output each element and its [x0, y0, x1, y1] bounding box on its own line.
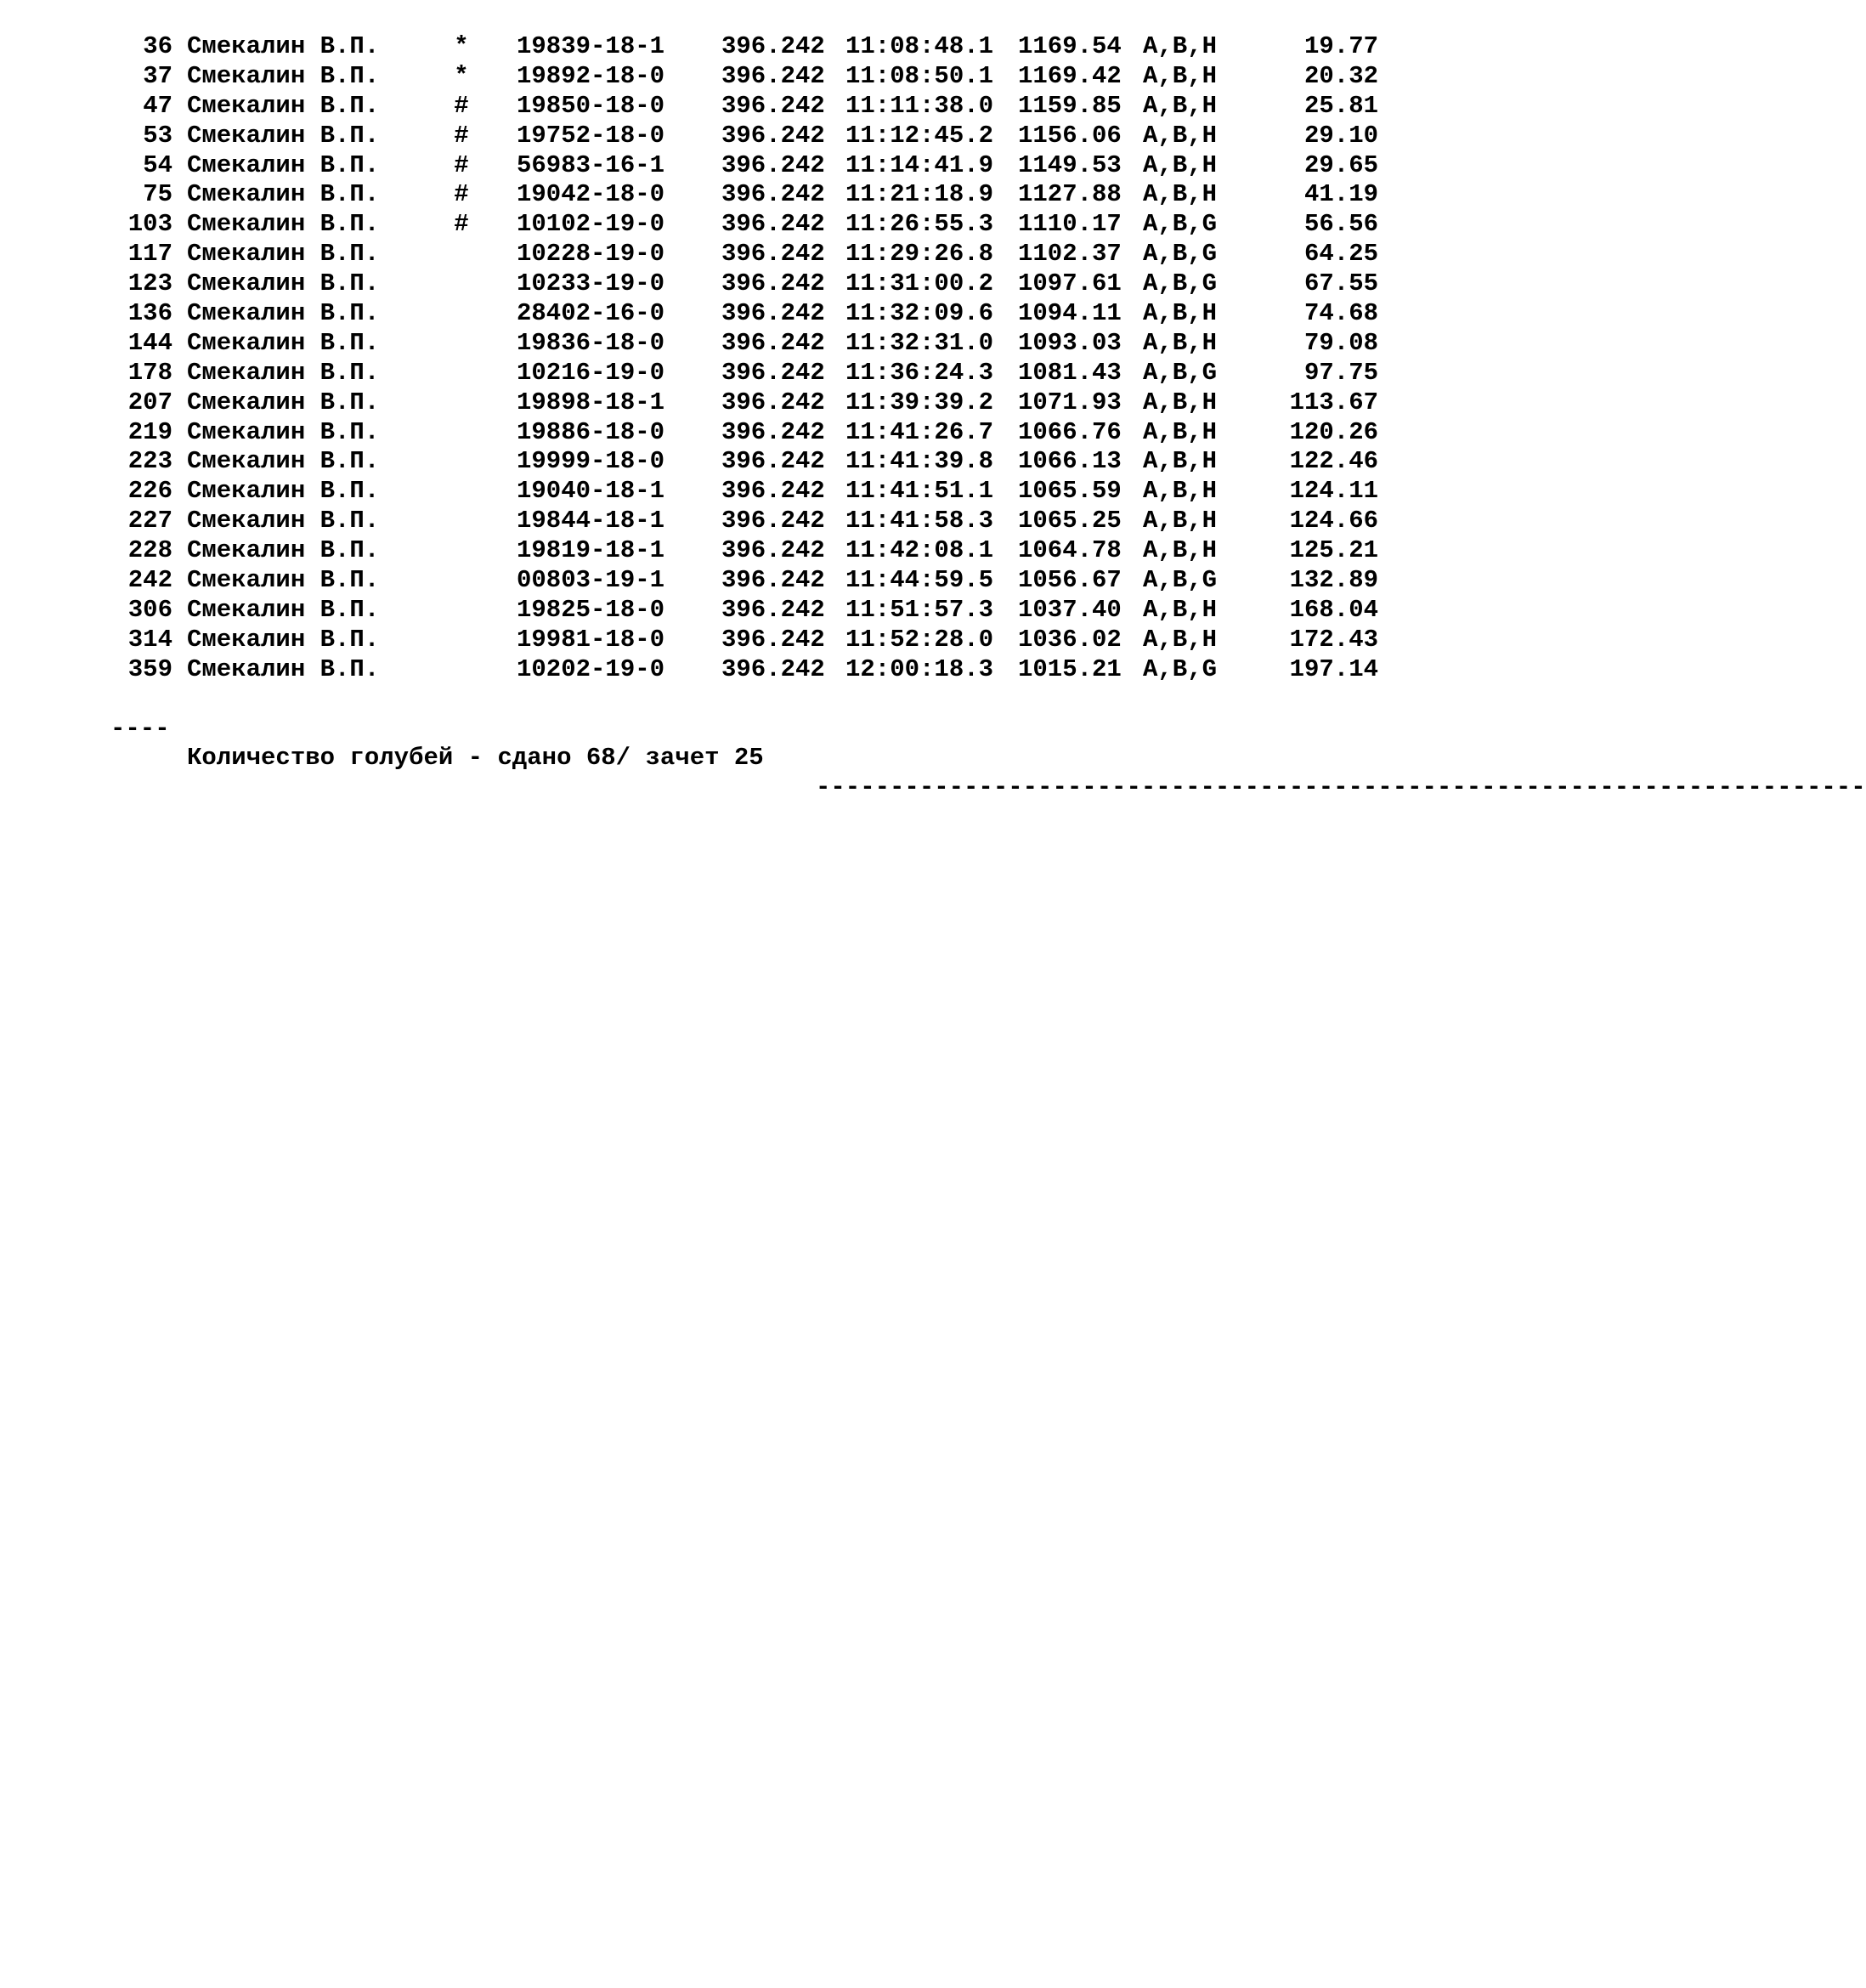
- ring-number-cell: 56983-16-1: [517, 150, 665, 179]
- points-cell: 29.10: [1303, 121, 1378, 150]
- place-cell: 219: [127, 417, 172, 446]
- arrival-time-cell: 11:14:41.9: [845, 150, 994, 179]
- mark-cell: *: [454, 61, 469, 90]
- speed-cell: 1094.11: [1018, 299, 1122, 328]
- arrival-time-cell: 11:11:38.0: [845, 91, 994, 120]
- ring-number-cell: 19892-18-0: [517, 61, 665, 90]
- distance-cell: 396.242: [721, 358, 825, 387]
- speed-cell: 1093.03: [1018, 328, 1122, 357]
- ring-number-cell: 19886-18-0: [517, 417, 665, 446]
- speed-cell: 1149.53: [1018, 150, 1122, 179]
- fancier-name-cell: Смекалин В.П.: [187, 180, 380, 209]
- fancier-name-cell: Смекалин В.П.: [187, 299, 380, 328]
- speed-cell: 1156.06: [1018, 121, 1122, 150]
- place-cell: 223: [127, 447, 172, 476]
- table-row: [0, 477, 1405, 507]
- arrival-time-cell: 11:08:50.1: [845, 61, 994, 90]
- place-cell: 314: [127, 625, 172, 654]
- points-cell: 19.77: [1303, 32, 1378, 60]
- speed-cell: 1036.02: [1018, 625, 1122, 654]
- table-row: [0, 359, 1405, 388]
- table-row: [0, 596, 1405, 626]
- distance-cell: 396.242: [721, 61, 825, 90]
- points-cell: 64.25: [1303, 240, 1378, 269]
- ring-number-cell: 19042-18-0: [517, 180, 665, 209]
- ring-number-cell: 10202-19-0: [517, 654, 665, 683]
- fancier-name-cell: Смекалин В.П.: [187, 388, 380, 416]
- place-cell: 54: [143, 150, 172, 179]
- points-cell: 97.75: [1303, 358, 1378, 387]
- ring-number-cell: 28402-16-0: [517, 299, 665, 328]
- results-report: [0, 32, 1866, 802]
- table-row: [0, 92, 1405, 122]
- table-row: [0, 626, 1405, 655]
- points-cell: 120.26: [1289, 417, 1378, 446]
- table-row: [0, 269, 1405, 299]
- fancier-name-cell: Смекалин В.П.: [187, 595, 380, 624]
- arrival-time-cell: 11:42:08.1: [845, 536, 994, 565]
- speed-cell: 1065.59: [1018, 477, 1122, 506]
- ring-number-cell: 19850-18-0: [517, 91, 665, 120]
- groups-cell: A,B,G: [1143, 240, 1218, 269]
- mark-cell: #: [454, 121, 469, 150]
- arrival-time-cell: 11:52:28.0: [845, 625, 994, 654]
- speed-cell: 1066.13: [1018, 447, 1122, 476]
- fancier-name-cell: Смекалин В.П.: [187, 507, 380, 535]
- ring-number-cell: 19825-18-0: [517, 595, 665, 624]
- place-cell: 227: [127, 507, 172, 535]
- points-cell: 67.55: [1303, 269, 1378, 298]
- speed-cell: 1056.67: [1018, 566, 1122, 595]
- speed-cell: 1071.93: [1018, 388, 1122, 416]
- speed-cell: 1169.54: [1018, 32, 1122, 60]
- fancier-name-cell: Смекалин В.П.: [187, 150, 380, 179]
- groups-cell: A,B,G: [1143, 358, 1218, 387]
- points-cell: 122.46: [1289, 447, 1378, 476]
- distance-cell: 396.242: [721, 625, 825, 654]
- speed-cell: 1159.85: [1018, 91, 1122, 120]
- fancier-name-cell: Смекалин В.П.: [187, 121, 380, 150]
- table-row: [0, 418, 1405, 448]
- fancier-name-cell: Смекалин В.П.: [187, 61, 380, 90]
- speed-cell: 1110.17: [1018, 210, 1122, 239]
- distance-cell: 396.242: [721, 210, 825, 239]
- distance-cell: 396.242: [721, 240, 825, 269]
- distance-cell: 396.242: [721, 269, 825, 298]
- distance-cell: 396.242: [721, 595, 825, 624]
- distance-cell: 396.242: [721, 477, 825, 506]
- groups-cell: A,B,G: [1143, 210, 1218, 239]
- table-row: [0, 299, 1405, 329]
- points-cell: 79.08: [1303, 328, 1378, 357]
- mark-cell: #: [454, 150, 469, 179]
- groups-cell: A,B,G: [1143, 654, 1218, 683]
- arrival-time-cell: 11:32:09.6: [845, 299, 994, 328]
- table-row: [0, 151, 1405, 181]
- place-cell: 207: [127, 388, 172, 416]
- ring-number-cell: 19898-18-1: [517, 388, 665, 416]
- distance-cell: 396.242: [721, 32, 825, 60]
- place-cell: 228: [127, 536, 172, 565]
- speed-cell: 1081.43: [1018, 358, 1122, 387]
- groups-cell: A,B,G: [1143, 566, 1218, 595]
- fancier-name-cell: Смекалин В.П.: [187, 417, 380, 446]
- arrival-time-cell: 11:41:51.1: [845, 477, 994, 506]
- arrival-time-cell: 11:08:48.1: [845, 32, 994, 60]
- fancier-name-cell: Смекалин В.П.: [187, 210, 380, 239]
- distance-cell: 396.242: [721, 388, 825, 416]
- pigeon-count-summary: Количество голубей - сдано 68/ зачет 25: [187, 744, 764, 773]
- ring-number-cell: 19839-18-1: [517, 32, 665, 60]
- distance-cell: 396.242: [721, 328, 825, 357]
- arrival-time-cell: 11:39:39.2: [845, 388, 994, 416]
- distance-cell: 396.242: [721, 417, 825, 446]
- arrival-time-cell: 11:21:18.9: [845, 180, 994, 209]
- fancier-name-cell: Смекалин В.П.: [187, 654, 380, 683]
- place-cell: 36: [143, 32, 172, 60]
- groups-cell: A,B,H: [1143, 61, 1218, 90]
- distance-cell: 396.242: [721, 91, 825, 120]
- fancier-name-cell: Смекалин В.П.: [187, 269, 380, 298]
- mark-cell: *: [454, 32, 469, 60]
- fancier-name-cell: Смекалин В.П.: [187, 536, 380, 565]
- distance-cell: 396.242: [721, 299, 825, 328]
- table-row: [0, 566, 1405, 596]
- table-row: [0, 388, 1405, 418]
- points-cell: 29.65: [1303, 150, 1378, 179]
- ring-number-cell: 19836-18-0: [517, 328, 665, 357]
- place-cell: 53: [143, 121, 172, 150]
- place-cell: 37: [143, 61, 172, 90]
- place-cell: 144: [127, 328, 172, 357]
- points-cell: 113.67: [1289, 388, 1378, 416]
- distance-cell: 396.242: [721, 150, 825, 179]
- place-cell: 136: [127, 299, 172, 328]
- table-row: [0, 240, 1405, 269]
- summary-footer: [0, 685, 1866, 802]
- groups-cell: A,B,H: [1143, 328, 1218, 357]
- place-cell: 47: [143, 91, 172, 120]
- ring-number-cell: 10216-19-0: [517, 358, 665, 387]
- fancier-name-cell: Смекалин В.П.: [187, 566, 380, 595]
- table-row: [0, 62, 1405, 92]
- speed-cell: 1065.25: [1018, 507, 1122, 535]
- place-cell: 178: [127, 358, 172, 387]
- points-cell: 56.56: [1303, 210, 1378, 239]
- fancier-name-cell: Смекалин В.П.: [187, 447, 380, 476]
- table-row: [0, 329, 1405, 359]
- groups-cell: A,B,H: [1143, 595, 1218, 624]
- distance-cell: 396.242: [721, 507, 825, 535]
- arrival-time-cell: 11:36:24.3: [845, 358, 994, 387]
- speed-cell: 1064.78: [1018, 536, 1122, 565]
- fancier-name-cell: Смекалин В.П.: [187, 625, 380, 654]
- arrival-time-cell: 11:26:55.3: [845, 210, 994, 239]
- fancier-name-cell: Смекалин В.П.: [187, 328, 380, 357]
- groups-cell: A,B,H: [1143, 536, 1218, 565]
- fancier-name-cell: Смекалин В.П.: [187, 32, 380, 60]
- points-cell: 172.43: [1289, 625, 1378, 654]
- arrival-time-cell: 11:32:31.0: [845, 328, 994, 357]
- ring-number-cell: 19752-18-0: [517, 121, 665, 150]
- ring-number-cell: 19819-18-1: [517, 536, 665, 565]
- speed-cell: 1066.76: [1018, 417, 1122, 446]
- groups-cell: A,B,H: [1143, 32, 1218, 60]
- place-cell: 123: [127, 269, 172, 298]
- groups-cell: A,B,H: [1143, 417, 1218, 446]
- distance-cell: 396.242: [721, 654, 825, 683]
- table-row: [0, 655, 1405, 685]
- speed-cell: 1169.42: [1018, 61, 1122, 90]
- arrival-time-cell: 11:44:59.5: [845, 566, 994, 595]
- speed-cell: 1102.37: [1018, 240, 1122, 269]
- arrival-time-cell: 11:51:57.3: [845, 595, 994, 624]
- points-cell: 168.04: [1289, 595, 1378, 624]
- fancier-name-cell: Смекалин В.П.: [187, 477, 380, 506]
- arrival-time-cell: 11:31:00.2: [845, 269, 994, 298]
- points-cell: 74.68: [1303, 299, 1378, 328]
- mark-cell: #: [454, 91, 469, 120]
- ring-number-cell: 19040-18-1: [517, 477, 665, 506]
- points-cell: 125.21: [1289, 536, 1378, 565]
- points-cell: 197.14: [1289, 654, 1378, 683]
- table-row: [0, 32, 1405, 62]
- ring-number-cell: 19844-18-1: [517, 507, 665, 535]
- ring-number-cell: 19981-18-0: [517, 625, 665, 654]
- groups-cell: A,B,H: [1143, 150, 1218, 179]
- distance-cell: 396.242: [721, 447, 825, 476]
- arrival-time-cell: 11:29:26.8: [845, 240, 994, 269]
- ring-number-cell: 00803-19-1: [517, 566, 665, 595]
- groups-cell: A,B,H: [1143, 91, 1218, 120]
- fancier-name-cell: Смекалин В.П.: [187, 240, 380, 269]
- footer-trailing-dashes: -----------------------------------------------------------------------: [816, 773, 1866, 802]
- mark-cell: #: [454, 180, 469, 209]
- results-table: [0, 32, 1405, 685]
- fancier-name-cell: Смекалин В.П.: [187, 91, 380, 120]
- table-row: [0, 447, 1405, 477]
- table-row: [0, 180, 1405, 210]
- place-cell: 306: [127, 595, 172, 624]
- groups-cell: A,B,H: [1143, 625, 1218, 654]
- place-cell: 359: [127, 654, 172, 683]
- arrival-time-cell: 11:12:45.2: [845, 121, 994, 150]
- speed-cell: 1097.61: [1018, 269, 1122, 298]
- table-row: [0, 210, 1405, 240]
- speed-cell: 1015.21: [1018, 654, 1122, 683]
- distance-cell: 396.242: [721, 566, 825, 595]
- groups-cell: A,B,H: [1143, 121, 1218, 150]
- table-row: [0, 536, 1405, 566]
- distance-cell: 396.242: [721, 180, 825, 209]
- groups-cell: A,B,H: [1143, 180, 1218, 209]
- place-cell: 117: [127, 240, 172, 269]
- ring-number-cell: 10233-19-0: [517, 269, 665, 298]
- speed-cell: 1127.88: [1018, 180, 1122, 209]
- place-cell: 75: [143, 180, 172, 209]
- arrival-time-cell: 11:41:58.3: [845, 507, 994, 535]
- groups-cell: A,B,H: [1143, 507, 1218, 535]
- place-cell: 103: [127, 210, 172, 239]
- place-cell: 226: [127, 477, 172, 506]
- distance-cell: 396.242: [721, 121, 825, 150]
- points-cell: 132.89: [1289, 566, 1378, 595]
- arrival-time-cell: 11:41:26.7: [845, 417, 994, 446]
- points-cell: 20.32: [1303, 61, 1378, 90]
- points-cell: 124.11: [1289, 477, 1378, 506]
- arrival-time-cell: 12:00:18.3: [845, 654, 994, 683]
- ring-number-cell: 10228-19-0: [517, 240, 665, 269]
- footer-leading-dashes: ----: [110, 714, 170, 743]
- place-cell: 242: [127, 566, 172, 595]
- arrival-time-cell: 11:41:39.8: [845, 447, 994, 476]
- mark-cell: #: [454, 210, 469, 239]
- distance-cell: 396.242: [721, 536, 825, 565]
- groups-cell: A,B,G: [1143, 269, 1218, 298]
- points-cell: 25.81: [1303, 91, 1378, 120]
- points-cell: 124.66: [1289, 507, 1378, 535]
- points-cell: 41.19: [1303, 180, 1378, 209]
- table-row: [0, 122, 1405, 151]
- groups-cell: A,B,H: [1143, 388, 1218, 416]
- ring-number-cell: 19999-18-0: [517, 447, 665, 476]
- speed-cell: 1037.40: [1018, 595, 1122, 624]
- ring-number-cell: 10102-19-0: [517, 210, 665, 239]
- table-row: [0, 507, 1405, 536]
- groups-cell: A,B,H: [1143, 447, 1218, 476]
- groups-cell: A,B,H: [1143, 477, 1218, 506]
- groups-cell: A,B,H: [1143, 299, 1218, 328]
- fancier-name-cell: Смекалин В.П.: [187, 358, 380, 387]
